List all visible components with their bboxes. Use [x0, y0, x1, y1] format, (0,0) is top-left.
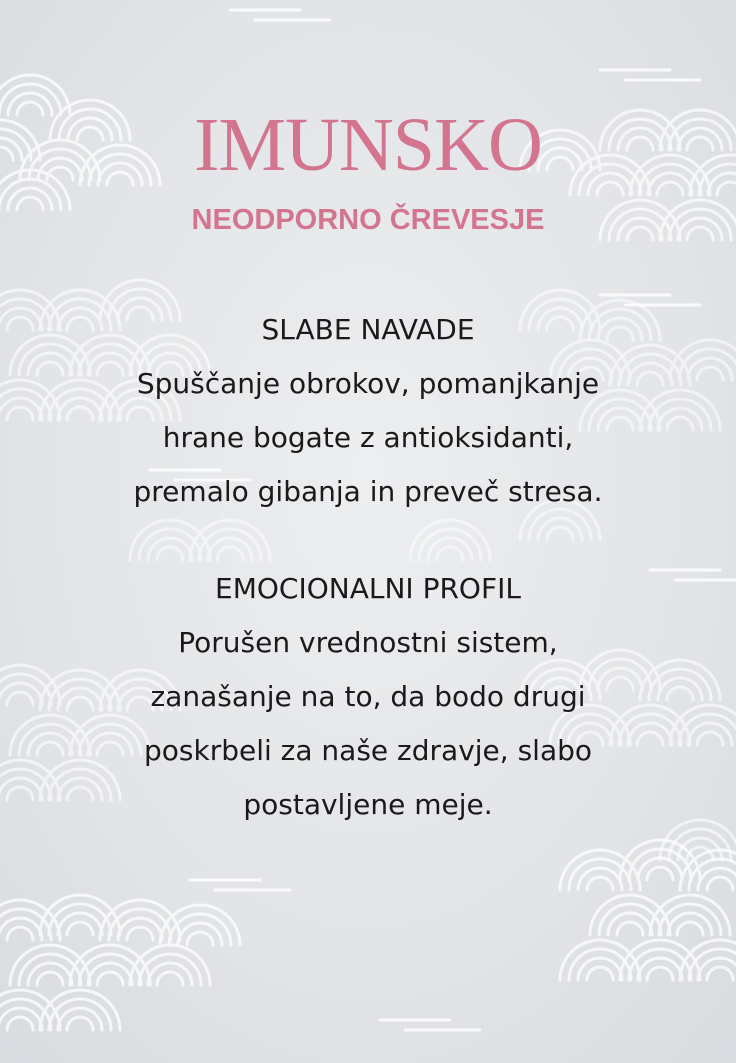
title: IMUNSKO — [194, 103, 542, 187]
section-text-line: zanašanje na to, da bodo drugi — [150, 680, 586, 713]
section-text-line: premalo gibanja in preveč stresa. — [133, 475, 603, 508]
section-text-line: postavljene meje. — [243, 788, 493, 821]
section-text-line: hrane bogate z antioksidanti, — [162, 421, 574, 454]
section-text-line: poskrbeli za naše zdravje, slabo — [144, 734, 592, 767]
section-text-line: Porušen vrednostni sistem, — [178, 626, 558, 659]
section-heading: SLABE NAVADE — [261, 313, 475, 346]
subtitle: NEODPORNO ČREVESJE — [191, 204, 545, 236]
section-bad-habits — [0, 303, 736, 519]
section-text-line: Spuščanje obrokov, pomanjkanje — [136, 367, 600, 400]
section-emotional-profile — [0, 562, 736, 832]
section-heading: EMOCIONALNI PROFIL — [215, 572, 521, 605]
